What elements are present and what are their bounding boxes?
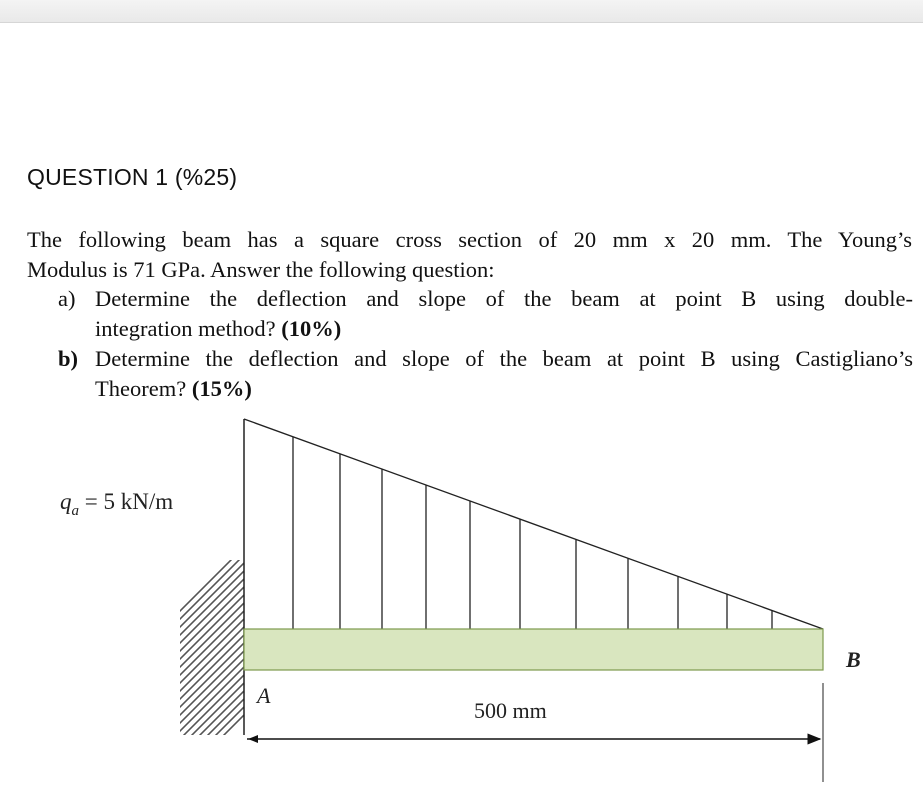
paragraph-line-2: Modulus is 71 GPa. Answer the following question: <box>27 257 495 282</box>
item-text-a <box>95 284 913 344</box>
dimension-arrowhead-left <box>248 735 258 743</box>
item-marker-b: b) <box>58 346 79 371</box>
distributed-load <box>244 419 823 629</box>
question-item-a <box>58 284 913 344</box>
cantilever-beam <box>244 629 823 670</box>
item-b-line-1: Determine the deflection and slope of the beam at point B using Castigliano’s <box>95 346 913 371</box>
load-label: $q_a = 5$ kN/m <box>60 489 174 519</box>
item-a-line-1: Determine the deflection and slope of the beam at point B using double- <box>95 286 913 311</box>
load-envelope <box>244 419 823 629</box>
point-b-label: B <box>846 647 861 672</box>
question-title: QUESTION 1 (%25) <box>27 164 238 190</box>
item-b-weight: (15%) <box>191 376 252 401</box>
item-a-weight: (10%) <box>281 316 342 341</box>
top-toolbar-strip <box>0 0 923 23</box>
item-marker-a: a) <box>58 286 76 311</box>
fixed-wall-hatching <box>176 541 250 783</box>
span-label: 500 mm <box>474 698 547 723</box>
item-a-line-2: integration method? <box>95 316 276 341</box>
paragraph-line-1: The following beam has a square cross section of 20 mm x 20 mm. The Young’s <box>27 227 912 252</box>
item-text-b <box>95 344 913 404</box>
beam-figure <box>0 405 923 788</box>
question-paragraph <box>27 225 912 285</box>
point-a-label: A <box>257 683 271 708</box>
item-b-line-2: Theorem? <box>95 376 187 401</box>
question-items <box>58 284 913 404</box>
question-item-b <box>58 344 913 404</box>
